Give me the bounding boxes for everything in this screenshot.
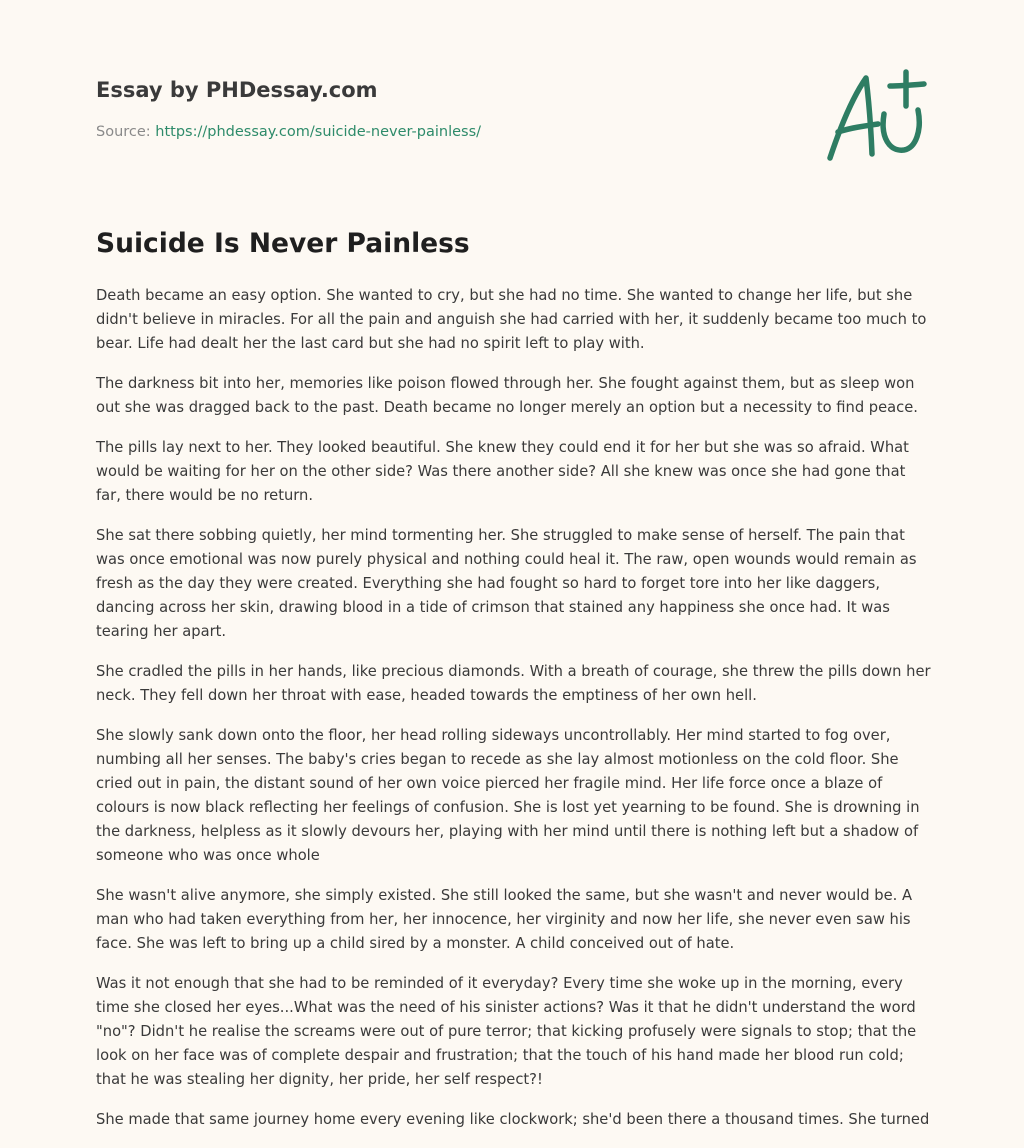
source-link[interactable]: https://phdessay.com/suicide-never-painless/ xyxy=(155,124,482,140)
a-plus-grade-icon xyxy=(820,66,930,166)
essay-paragraph: The pills lay next to her. They looked beautiful. She knew they could end it for her but she was so afraid. What would be waiting for her on the other side? Was there another side? All she knew was once she had gone that far, there would be no return. xyxy=(96,439,909,504)
essay-body xyxy=(96,284,932,1148)
essay-paragraph: She slowly sank down onto the floor, her head rolling sideways uncontrollably. Her mind started to fog over, numbing all her senses. The baby's cries began to recede as she lay almost motionless on the cold floor. She cried out in pain, the distant sound of her own voice pierced her fragile mind. Her life force once a blaze of colours is now black reflecting her feelings of confusion. She is lost yet yearning to be found. She is drowning in the darkness, helpless as it slowly devours her, playing with her mind until there is nothing left but a shadow of someone who was once whole xyxy=(96,727,920,864)
essay-paragraph: She made that same journey home every evening like clockwork; she'd been there a thousand times. She turned xyxy=(96,1111,930,1128)
source-line xyxy=(96,122,796,142)
source-label: Source: xyxy=(96,124,156,140)
essay-paragraph: She sat there sobbing quietly, her mind tormenting her. She struggled to make sense of herself. The pain that was once emotional was now purely physical and nothing could heal it. The raw, open wounds would remain as fresh as the day they were created. Everything she had fought so hard to forget tore into her like daggers, dancing across her skin, drawing blood in a tide of crimson that stained any happiness she once had. It was tearing her apart. xyxy=(96,527,917,640)
essay-paragraph: She wasn't alive anymore, she simply existed. She still looked the same, but she wasn't and never would be. A man who had taken everything from her, her innocence, her virginity and now her life, she never even saw his face. She was left to bring up a child sired by a monster. A child conceived out of hate. xyxy=(96,887,913,952)
essay-header xyxy=(96,76,796,142)
site-brand: Essay by PHDessay.com xyxy=(96,78,378,102)
essay-paragraph: Death became an easy option. She wanted to cry, but she had no time. She wanted to change her life, but she didn't believe in miracles. For all the pain and anguish she had carried with her, it suddenly became too much to bear. Life had dealt her the last card but she had no spirit left to play with. xyxy=(96,287,927,352)
essay-paragraph: Was it not enough that she had to be reminded of it everyday? Every time she woke up in the morning, every time she closed her eyes...What was the need of his sinister actions? Was it that he didn't understand the word "no"? Didn't he realise the screams were out of pure terror; that kicking profusely were signals to stop; that the look on her face was of complete despair and frustration; that the touch of his hand made her blood run cold; that he was stealing her dignity, her pride, her self respect?! xyxy=(96,975,917,1088)
essay-title: Suicide Is Never Painless xyxy=(96,228,470,259)
essay-paragraph: She cradled the pills in her hands, like precious diamonds. With a breath of courage, she threw the pills down her neck. They fell down her throat with ease, headed towards the emptiness of her own hell. xyxy=(96,663,931,704)
essay-paragraph: The darkness bit into her, memories like poison flowed through her. She fought against them, but as sleep won out she was dragged back to the past. Death became no longer merely an option but a necessity to find peace. xyxy=(96,375,918,416)
